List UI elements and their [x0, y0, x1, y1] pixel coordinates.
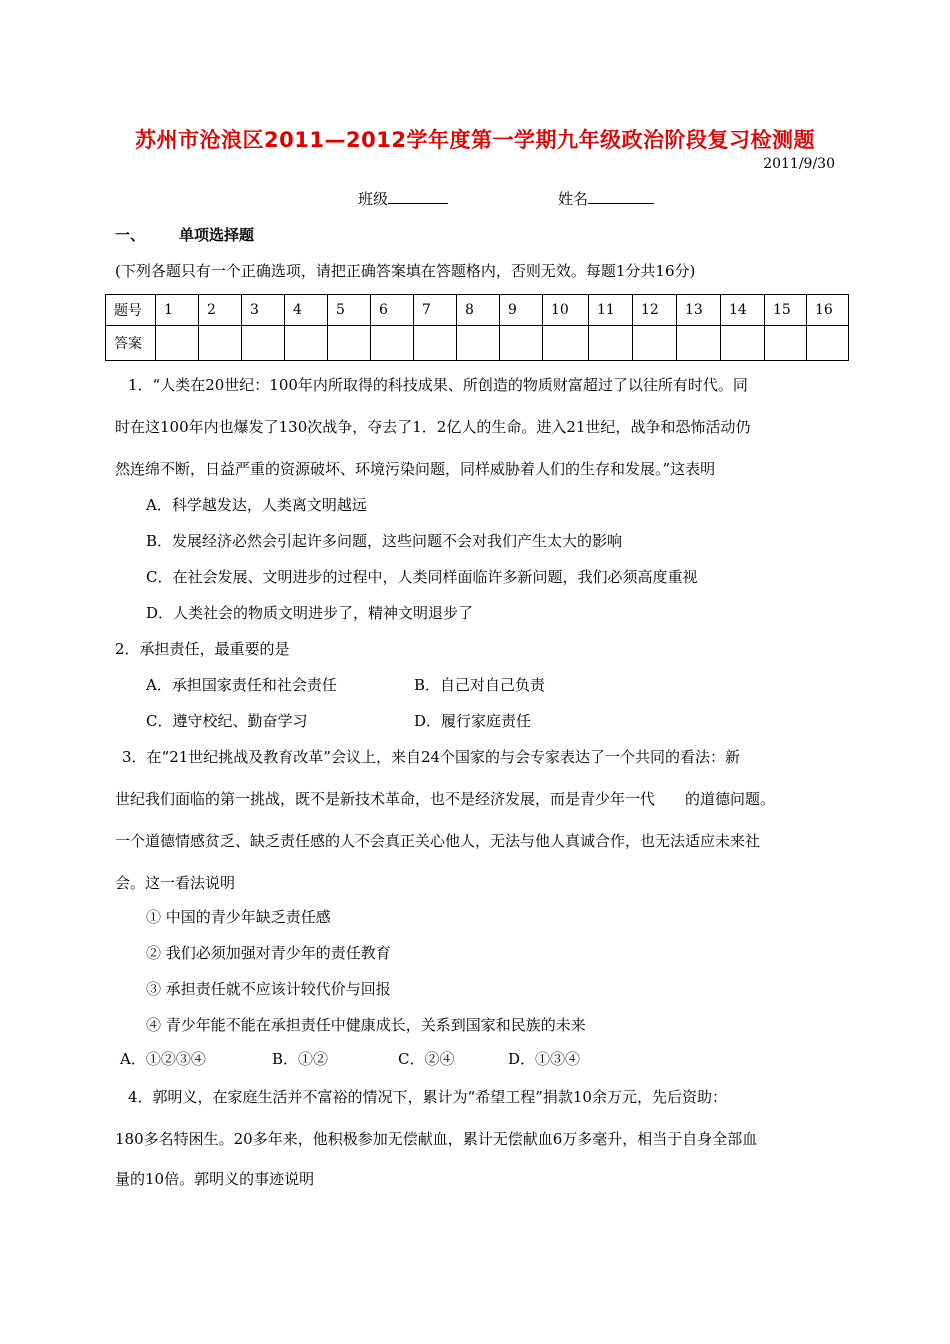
class-field — [358, 188, 448, 209]
q3-statement-2: ② 我们必须加强对青少年的责任教育 — [146, 944, 391, 962]
answer-table — [105, 294, 849, 361]
q1-stem-line1: 1．“人类在20世纪：100年内所取得的科技成果、所创造的物质财富超过了以往所有时代。同 — [128, 376, 748, 394]
section-number: 一、 — [115, 226, 146, 244]
table-cell: 13 — [677, 295, 721, 326]
q2-option-d: D．履行家庭责任 — [414, 712, 532, 730]
table-cell: 2 — [199, 295, 242, 326]
table-cell: 6 — [371, 295, 414, 326]
answer-cell[interactable] — [543, 326, 589, 361]
name-label: 姓名 — [558, 190, 589, 208]
table-cell: 4 — [285, 295, 328, 326]
name-blank[interactable] — [588, 188, 654, 204]
table-cell: 11 — [589, 295, 633, 326]
page-title: 苏州市沧浪区2011—2012学年度第一学期九年级政治阶段复习检测题 — [135, 128, 815, 152]
q2-option-c: C．遵守校纪、勤奋学习 — [146, 712, 308, 730]
section-heading — [115, 224, 254, 245]
table-cell: 3 — [242, 295, 285, 326]
q3-option-b: B．①② — [272, 1050, 329, 1068]
answer-cell[interactable] — [199, 326, 242, 361]
q4-stem-line1: 4．郭明义，在家庭生活并不富裕的情况下，累计为“希望工程”捐款10余万元，先后资助： — [128, 1088, 727, 1106]
row-label-answer: 答案 — [106, 326, 156, 361]
table-row-numbers — [106, 295, 849, 326]
answer-cell[interactable] — [371, 326, 414, 361]
q3-statement-1: ① 中国的青少年缺乏责任感 — [146, 908, 331, 926]
answer-cell[interactable] — [765, 326, 807, 361]
answer-cell[interactable] — [285, 326, 328, 361]
table-cell: 16 — [807, 295, 849, 326]
q2-option-a: A．承担国家责任和社会责任 — [146, 676, 337, 694]
table-cell: 9 — [500, 295, 543, 326]
answer-cell[interactable] — [242, 326, 285, 361]
q4-stem-line3: 量的10倍。郭明义的事迹说明 — [115, 1170, 315, 1188]
q2-option-b: B．自己对自己负责 — [414, 676, 546, 694]
table-cell: 12 — [633, 295, 677, 326]
answer-cell[interactable] — [633, 326, 677, 361]
answer-cell[interactable] — [721, 326, 765, 361]
answer-cell[interactable] — [807, 326, 849, 361]
table-row-answers — [106, 326, 849, 361]
table-cell: 7 — [414, 295, 457, 326]
answer-cell[interactable] — [457, 326, 500, 361]
q3-stem-line3: 一个道德情感贫乏、缺乏责任感的人不会真正关心他人，无法与他人真诚合作，也无法适应未来社 — [115, 832, 761, 850]
table-cell: 15 — [765, 295, 807, 326]
q3-statement-4: ④ 青少年能不能在承担责任中健康成长，关系到国家和民族的未来 — [146, 1016, 586, 1034]
q1-stem-line2: 时在这100年内也爆发了130次战争，夺去了1．2亿人的生命。进入21世纪，战争和恐怖活动仍 — [115, 418, 751, 436]
table-cell: 5 — [328, 295, 371, 326]
answer-cell[interactable] — [414, 326, 457, 361]
q3-option-d: D．①③④ — [508, 1050, 581, 1068]
q1-option-b: B．发展经济必然会引起许多问题，这些问题不会对我们产生太大的影响 — [146, 532, 623, 550]
answer-cell[interactable] — [156, 326, 199, 361]
q2-stem: 2．承担责任，最重要的是 — [115, 640, 290, 658]
class-label: 班级 — [358, 190, 389, 208]
q1-option-a: A．科学越发达，人类离文明越远 — [146, 496, 367, 514]
q3-statement-3: ③ 承担责任就不应该计较代价与回报 — [146, 980, 391, 998]
answer-cell[interactable] — [500, 326, 543, 361]
answer-cell[interactable] — [328, 326, 371, 361]
section-instruction: (下列各题只有一个正确选项，请把正确答案填在答题格内，否则无效。每题1分共16分) — [115, 262, 696, 280]
exam-date: 2011/9/30 — [763, 156, 835, 172]
q3-stem-line1: 3．在“21世纪挑战及教育改革”会议上，来自24个国家的与会专家表达了一个共同的看法：新 — [122, 748, 741, 766]
answer-cell[interactable] — [677, 326, 721, 361]
q4-stem-line2: 180多名特困生。20多年来，他积极参加无偿献血，累计无偿献血6万多毫升，相当于自身全部血 — [115, 1130, 758, 1148]
row-label-number: 题号 — [106, 295, 156, 326]
answer-cell[interactable] — [589, 326, 633, 361]
name-field — [558, 188, 654, 209]
q3-stem-line4: 会。这一看法说明 — [115, 874, 236, 892]
table-cell: 10 — [543, 295, 589, 326]
class-blank[interactable] — [388, 188, 448, 204]
q3-option-a: A．①②③④ — [120, 1050, 206, 1068]
table-cell: 1 — [156, 295, 199, 326]
table-cell: 8 — [457, 295, 500, 326]
section-title: 单项选择题 — [179, 226, 255, 244]
q3-option-c: C．②④ — [398, 1050, 455, 1068]
q1-option-c: C．在社会发展、文明进步的过程中，人类同样面临许多新问题，我们必须高度重视 — [146, 568, 698, 586]
q1-stem-line3: 然连绵不断，日益严重的资源破坏、环境污染问题，同样威胁着人们的生存和发展。”这表明 — [115, 460, 716, 478]
q1-option-d: D．人类社会的物质文明进步了，精神文明退步了 — [146, 604, 474, 622]
q3-stem-line2: 世纪我们面临的第一挑战，既不是新技术革命，也不是经济发展，而是青少年一代 的道德问题。 — [115, 790, 776, 808]
table-cell: 14 — [721, 295, 765, 326]
